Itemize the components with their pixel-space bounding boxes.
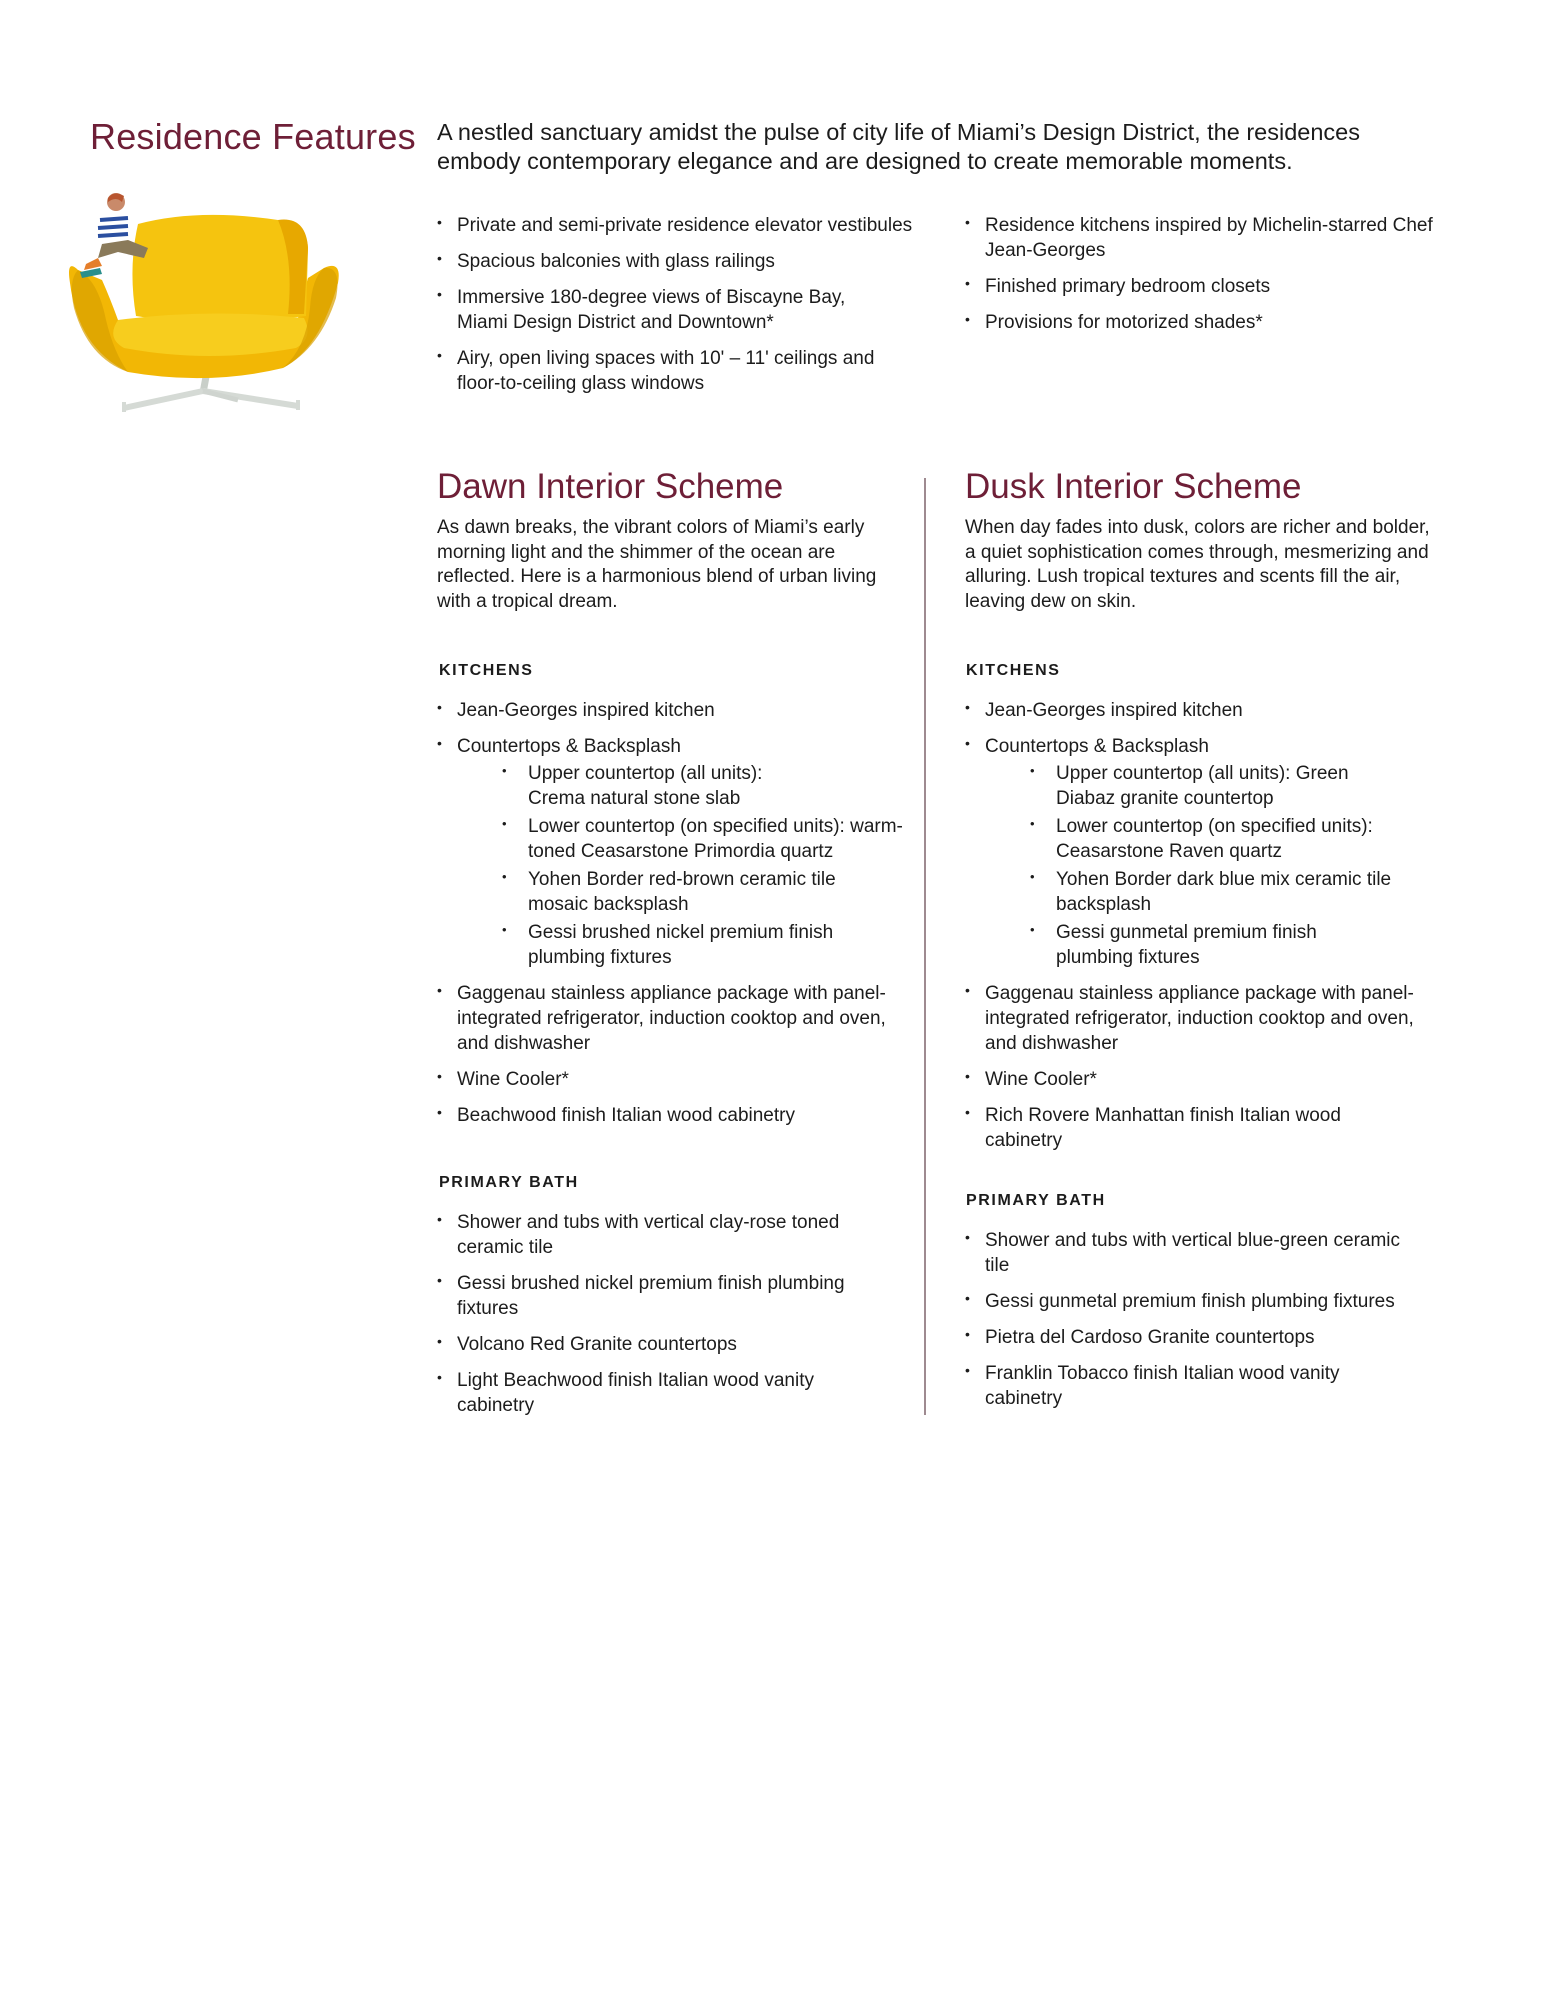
intro-paragraph: A nestled sanctuary amidst the pulse of city life of Miami’s Design District, the residences embody contemporary elegance and are designed to create memorable moments. (437, 119, 1360, 174)
dawn-kitchens-heading: KITCHENS (439, 662, 534, 679)
list-item: • Beachwood finish Italian wood cabinetry (437, 1103, 907, 1128)
list-item: • Wine Cooler* (437, 1067, 907, 1092)
sub-list-item: • Lower countertop (on specified units): Ceasarstone Raven quartz (1030, 814, 1436, 864)
countertops-sublist (985, 761, 1435, 970)
list-item: • Gaggenau stainless appliance package with panel-integrated refrigerator, induction cooktop and oven, and dishwasher (965, 981, 1435, 1056)
list-item: • Residence kitchens inspired by Michelin-starred Chef Jean-Georges (965, 213, 1435, 263)
list-item (437, 734, 907, 970)
feature-list-right (965, 213, 1435, 346)
dawn-scheme-title: Dawn Interior Scheme (437, 467, 784, 506)
dusk-scheme-description: When day fades into dusk, colors are richer and bolder, a quiet sophistication comes through, mesmerizing and alluring. Lush tropical textures and scents fill the air, leaving dew on skin. (965, 517, 1430, 612)
list-item: • Shower and tubs with vertical blue-green ceramic tile (965, 1228, 1405, 1278)
column-divider (924, 478, 926, 1415)
list-item: • Immersive 180-degree views of Biscayne Bay, Miami Design District and Downtown* (437, 285, 897, 335)
list-item-label: Countertops & Backsplash (457, 736, 681, 757)
dawn-scheme-description: As dawn breaks, the vibrant colors of Miami’s early morning light and the shimmer of the ocean are reflected. Here is a harmonious blend of urban living with a tropical dream. (437, 517, 877, 612)
list-item: • Finished primary bedroom closets (965, 274, 1435, 299)
list-item: • Airy, open living spaces with 10' – 11' ceilings and floor-to-ceiling glass windows (437, 346, 897, 396)
list-item: • Pietra del Cardoso Granite countertops (965, 1325, 1435, 1350)
list-item-label: Countertops & Backsplash (985, 736, 1209, 757)
list-item: • Gaggenau stainless appliance package with panel-integrated refrigerator, induction cooktop and oven, and dishwasher (437, 981, 907, 1056)
page-title: Residence Features (90, 116, 416, 157)
sub-list-item: • Upper countertop (all units): Green Diabaz granite countertop (1030, 761, 1376, 811)
dusk-kitchens-list (965, 698, 1435, 1164)
list-item: • Wine Cooler* (965, 1067, 1435, 1092)
dusk-scheme-column (965, 466, 1435, 614)
list-item: • Volcano Red Granite countertops (437, 1332, 907, 1357)
dusk-bath-list (965, 1228, 1435, 1422)
armchair-illustration (58, 188, 358, 413)
sub-list-item: • Lower countertop (on specified units): warm-toned Ceasarstone Primordia quartz (502, 814, 923, 864)
list-item: • Shower and tubs with vertical clay-rose toned ceramic tile (437, 1210, 897, 1260)
feature-list-left (437, 213, 937, 407)
sub-list-item: • Yohen Border dark blue mix ceramic tile backsplash (1030, 867, 1416, 917)
sub-list-item: • Gessi gunmetal premium finish plumbing fixtures (1030, 920, 1366, 970)
list-item: • Rich Rovere Manhattan finish Italian wood cabinetry (965, 1103, 1385, 1153)
sub-list-item: • Gessi brushed nickel premium finish plumbing fixtures (502, 920, 888, 970)
sub-list-item: • Upper countertop (all units): Crema natural stone slab (502, 761, 788, 811)
list-item: • Franklin Tobacco finish Italian wood vanity cabinetry (965, 1361, 1365, 1411)
list-item: • Provisions for motorized shades* (965, 310, 1435, 335)
dusk-bath-heading: PRIMARY BATH (966, 1192, 1106, 1209)
list-item: • Private and semi-private residence elevator vestibules (437, 213, 937, 238)
list-item: • Jean-Georges inspired kitchen (437, 698, 907, 723)
list-item: • Light Beachwood finish Italian wood vanity cabinetry (437, 1368, 817, 1418)
list-item: • Gessi brushed nickel premium finish plumbing fixtures (437, 1271, 907, 1321)
countertops-sublist (457, 761, 907, 970)
dusk-scheme-title: Dusk Interior Scheme (965, 467, 1302, 506)
dawn-kitchens-list (437, 698, 907, 1139)
dawn-bath-heading: PRIMARY BATH (439, 1174, 579, 1191)
list-item (965, 734, 1435, 970)
list-item: • Spacious balconies with glass railings (437, 249, 937, 274)
dusk-kitchens-heading: KITCHENS (966, 662, 1061, 679)
sub-list-item: • Yohen Border red-brown ceramic tile mosaic backsplash (502, 867, 878, 917)
dawn-scheme-column (437, 466, 897, 614)
dawn-bath-list (437, 1210, 907, 1429)
list-item: • Jean-Georges inspired kitchen (965, 698, 1435, 723)
list-item: • Gessi gunmetal premium finish plumbing fixtures (965, 1289, 1405, 1314)
